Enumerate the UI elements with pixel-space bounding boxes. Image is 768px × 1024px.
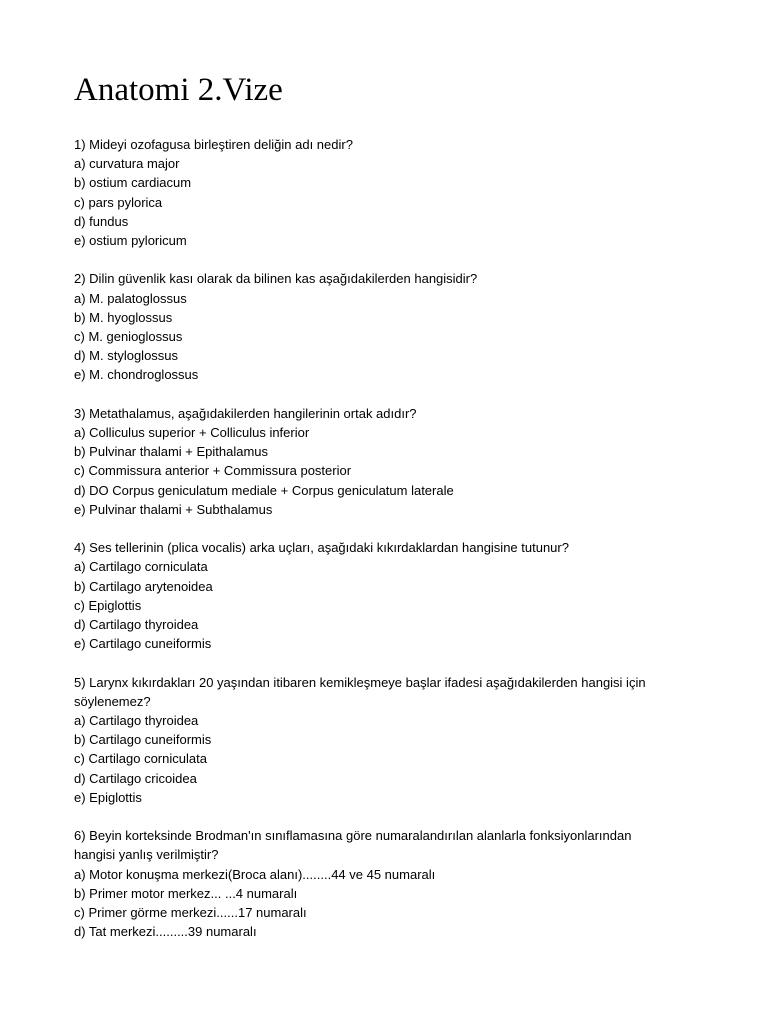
answer-option: d) DO Corpus geniculatum mediale + Corpus geniculatum laterale: [74, 482, 454, 498]
document-title: Anatomi 2.Vize: [74, 72, 283, 108]
question-text: hangisi yanlış verilmiştir?: [74, 847, 219, 863]
answer-option: b) Pulvinar thalami + Epithalamus: [74, 444, 269, 460]
question-text: 6) Beyin korteksinde Brodman'ın sınıflamasına göre numaralandırılan alanlarla fonksiyonlarından: [74, 828, 632, 844]
answer-option: b) Cartilago arytenoidea: [74, 578, 213, 594]
question-1: [74, 135, 734, 250]
answer-option: a) curvatura major: [74, 156, 180, 172]
question-text: 3) Metathalamus, aşağıdakilerden hangilerinin ortak adıdır?: [74, 405, 417, 421]
answer-option: d) M. styloglossus: [74, 348, 179, 364]
answer-option: c) Commissura anterior + Commissura posterior: [74, 463, 352, 479]
question-6: [74, 826, 734, 941]
answer-option: a) Colliculus superior + Colliculus inferior: [74, 425, 310, 441]
question-text: söylenemez?: [74, 693, 151, 709]
answer-option: b) Cartilago cuneiformis: [74, 732, 212, 748]
answer-option: d) Cartilago cricoidea: [74, 770, 197, 786]
answer-option: a) Motor konuşma merkezi(Broca alanı)........44 ve 45 numaralı: [74, 866, 436, 882]
answer-option: e) Epiglottis: [74, 789, 142, 805]
answer-option: e) ostium pyloricum: [74, 233, 187, 249]
question-5: [74, 673, 734, 807]
answer-option: d) fundus: [74, 213, 129, 229]
question-text: 5) Larynx kıkırdakları 20 yaşından itibaren kemikleşmeye başlar ifadesi aşağıdakilerden hangisi için: [74, 674, 646, 690]
answer-option: a) M. palatoglossus: [74, 290, 187, 306]
answer-option: a) Cartilago thyroidea: [74, 713, 199, 729]
question-2: [74, 269, 734, 384]
question-3: [74, 404, 734, 519]
answer-option: e) M. chondroglossus: [74, 367, 199, 383]
question-text: 4) Ses tellerinin (plica vocalis) arka uçları, aşağıdaki kıkırdaklardan hangisine tutunur?: [74, 540, 569, 556]
question-4: [74, 538, 734, 653]
answer-option: c) Epiglottis: [74, 597, 142, 613]
answer-option: b) Primer motor merkez... ...4 numaralı: [74, 885, 298, 901]
answer-option: d) Cartilago thyroidea: [74, 617, 199, 633]
answer-option: c) Primer görme merkezi......17 numaralı: [74, 905, 307, 921]
answer-option: c) Cartilago corniculata: [74, 751, 207, 767]
answer-option: a) Cartilago corniculata: [74, 559, 208, 575]
answer-option: b) ostium cardiacum: [74, 175, 192, 191]
question-text: 1) Mideyi ozofagusa birleştiren deliğin adı nedir?: [74, 137, 353, 152]
question-text: 2) Dilin güvenlik kası olarak da bilinen kas aşağıdakilerden hangisidir?: [74, 271, 478, 287]
answer-option: e) Pulvinar thalami + Subthalamus: [74, 501, 273, 517]
question-list: [74, 135, 734, 961]
answer-option: d) Tat merkezi.........39 numaralı: [74, 924, 257, 940]
answer-option: b) M. hyoglossus: [74, 309, 173, 325]
answer-option: c) M. genioglossus: [74, 329, 183, 345]
answer-option: e) Cartilago cuneiformis: [74, 636, 212, 652]
answer-option: c) pars pylorica: [74, 194, 163, 210]
